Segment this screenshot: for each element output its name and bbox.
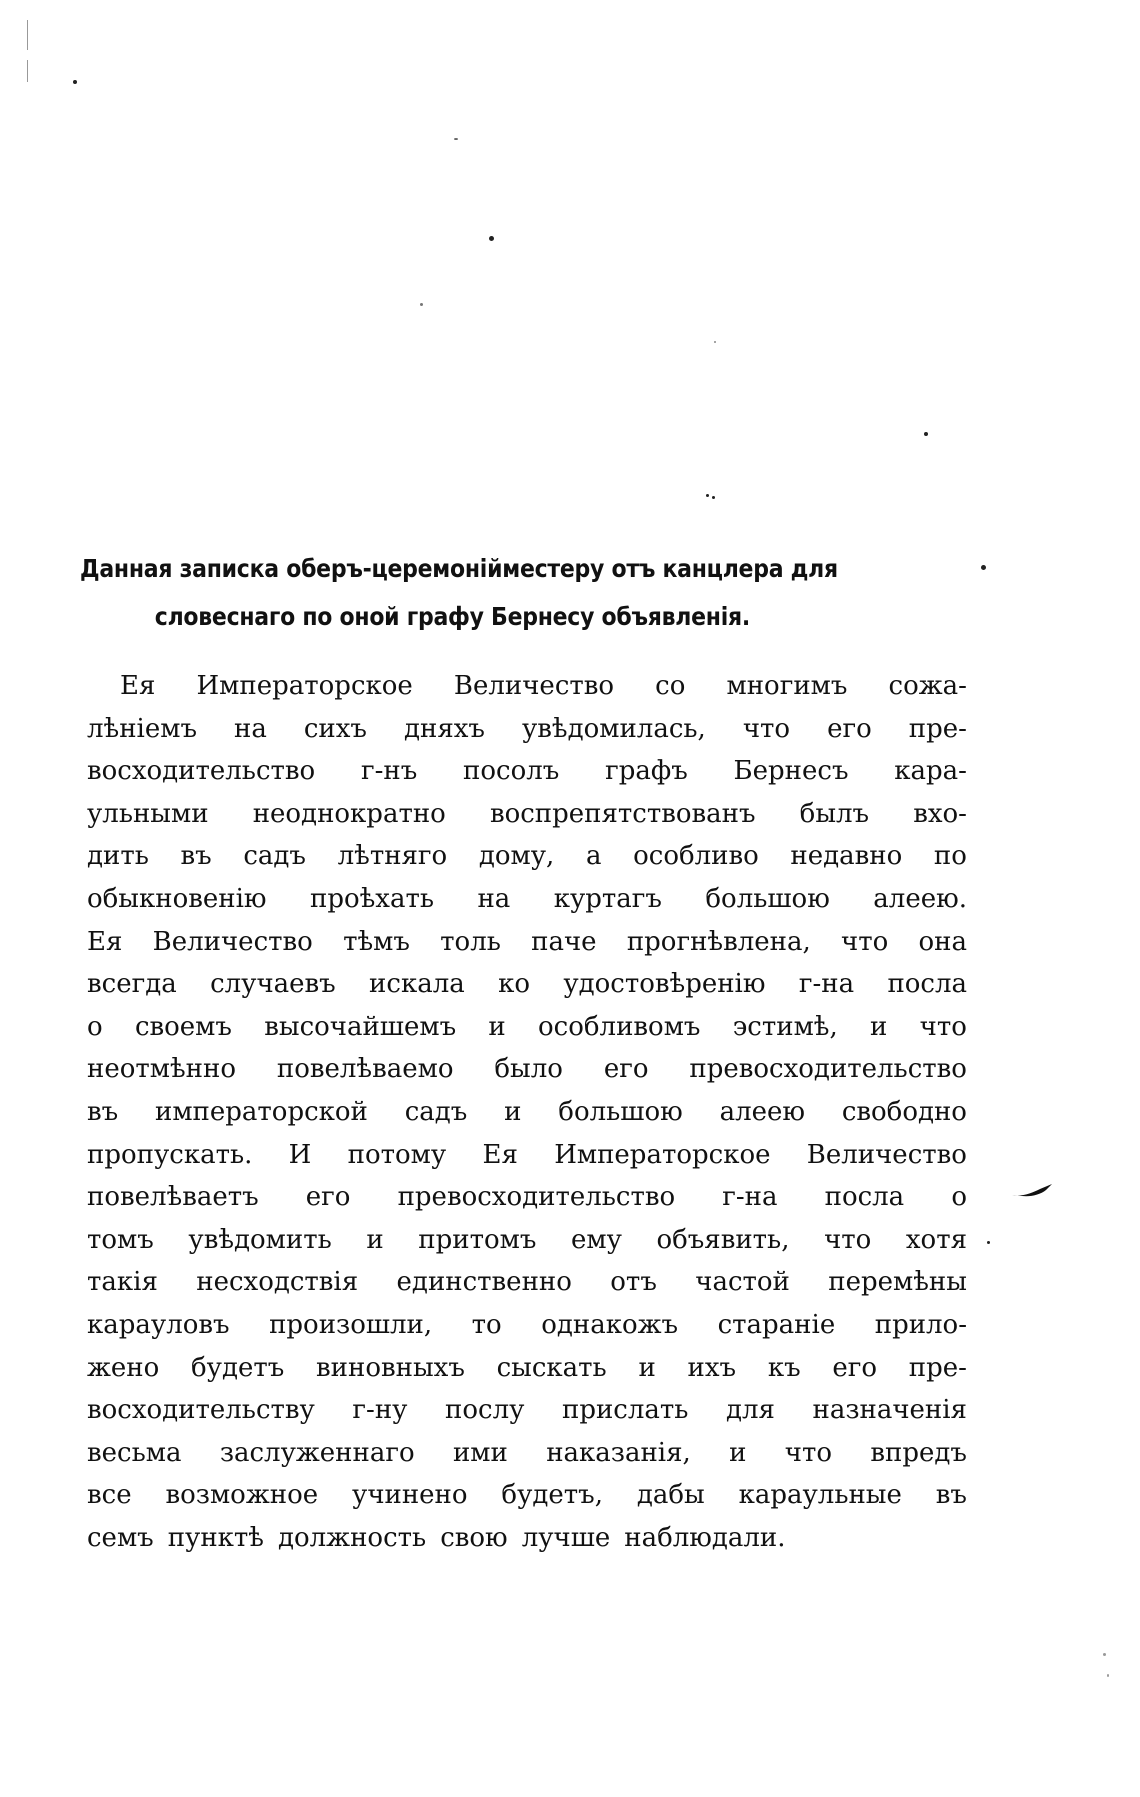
scan-speck <box>712 496 715 499</box>
body-word: восходительству <box>87 1395 315 1426</box>
body-word: для <box>725 1395 775 1426</box>
body-word: неотмѣнно <box>87 1054 236 1085</box>
body-line <box>87 1261 967 1304</box>
scan-edge-mark <box>27 20 28 50</box>
body-word: виновныхъ <box>316 1352 465 1383</box>
body-line <box>87 793 967 836</box>
body-word: наблюдали. <box>624 1522 786 1553</box>
body-word: Величество <box>152 926 313 957</box>
body-word: произошли, <box>269 1309 433 1340</box>
body-word: дняхъ <box>404 713 485 744</box>
body-line <box>87 835 967 878</box>
body-word: однакожъ <box>541 1309 679 1340</box>
body-word: искала <box>369 969 465 1000</box>
body-line <box>87 665 967 708</box>
body-word: садъ <box>404 1096 468 1127</box>
body-word: на <box>234 713 267 744</box>
body-line <box>87 921 967 964</box>
document-heading <box>80 545 872 641</box>
scan-speck <box>454 138 458 140</box>
body-word: и <box>366 1224 384 1255</box>
body-word: высочайшемъ <box>264 1011 457 1042</box>
body-word: карауловъ <box>87 1309 230 1340</box>
body-word: на <box>477 883 511 914</box>
body-word: алеею <box>719 1096 805 1127</box>
body-line <box>87 708 967 751</box>
body-word: алеею. <box>873 883 967 914</box>
body-word: многимъ <box>726 671 848 701</box>
body-word: особливо <box>633 841 759 872</box>
body-word: эстимѣ, <box>732 1011 838 1042</box>
body-word: г-на <box>798 969 855 1000</box>
body-word: превосходительство <box>397 1182 676 1213</box>
body-word: и <box>729 1437 747 1468</box>
body-word: со <box>655 671 686 701</box>
body-word: и <box>488 1011 506 1042</box>
body-word: большою <box>705 883 830 914</box>
body-word: дому, <box>478 841 555 872</box>
body-line <box>87 1432 967 1475</box>
body-word: сихъ <box>303 713 367 744</box>
body-word: стараніе <box>717 1309 836 1340</box>
body-word: Ея <box>482 1139 518 1170</box>
body-word: пре- <box>908 713 967 744</box>
body-word: и <box>504 1096 522 1127</box>
body-word: пропускать. <box>87 1139 253 1170</box>
body-word: г-на <box>722 1182 778 1213</box>
body-word: императорской <box>155 1096 368 1127</box>
body-word: воспрепятствованъ <box>489 798 756 829</box>
body-word: И <box>288 1139 312 1170</box>
body-word: весьма <box>87 1437 182 1468</box>
body-line <box>87 878 967 921</box>
body-word: восходительство <box>87 756 316 787</box>
body-word: неоднократно <box>252 798 446 829</box>
body-word: о <box>951 1182 967 1213</box>
body-word: частой <box>695 1267 790 1298</box>
body-word: перемѣны <box>828 1267 967 1298</box>
body-word: толь <box>440 926 501 957</box>
body-word: свободно <box>841 1096 967 1127</box>
body-word: притомъ <box>418 1224 537 1255</box>
body-word: большою <box>558 1096 683 1127</box>
heading-line-2: словеснаго по оной графу Бернесу объявленія. <box>154 602 750 631</box>
body-word: увѣдомить <box>188 1224 332 1255</box>
body-word: г-ну <box>352 1395 408 1426</box>
body-word: графъ <box>605 756 688 787</box>
body-word: садъ <box>243 841 306 872</box>
body-word: вхо- <box>913 798 967 829</box>
body-word: прислать <box>561 1395 689 1426</box>
body-word: возможное <box>165 1480 319 1511</box>
body-word: что <box>784 1437 833 1468</box>
document-body <box>87 665 967 1559</box>
body-word: будетъ, <box>501 1480 603 1511</box>
body-line <box>87 1091 967 1134</box>
body-word: все <box>87 1480 132 1511</box>
heading-line-1: Данная записка оберъ-церемонійместеру отъ канцлера для <box>80 554 838 583</box>
body-word: учинено <box>352 1480 468 1511</box>
body-word: что <box>742 713 791 744</box>
body-word: куртагъ <box>553 883 662 914</box>
scan-speck <box>489 236 494 241</box>
body-word: паче <box>531 926 597 957</box>
body-word: недавно <box>790 841 903 872</box>
body-word: кара- <box>894 756 967 787</box>
body-word: сожа- <box>888 671 967 701</box>
body-word: своемъ <box>134 1011 232 1042</box>
body-word: повелѣваемо <box>276 1054 454 1085</box>
body-word: должность <box>278 1522 427 1553</box>
body-word: ему <box>570 1224 622 1255</box>
body-line <box>87 1048 967 1091</box>
body-word: былъ <box>799 798 870 829</box>
body-line <box>87 963 967 1006</box>
body-word: объявить, <box>656 1224 790 1255</box>
body-word: томъ <box>87 1224 154 1255</box>
body-word: лѣніемъ <box>87 713 197 744</box>
body-word: обыкновенію <box>87 883 267 914</box>
body-word: такія <box>87 1267 158 1298</box>
body-word: повелѣваетъ <box>87 1182 259 1213</box>
scan-speck <box>1103 1653 1106 1656</box>
body-word: Императорское <box>554 1139 771 1170</box>
body-word: она <box>918 926 967 957</box>
body-word: и <box>638 1352 656 1383</box>
body-word: то <box>471 1309 502 1340</box>
body-word: семъ <box>87 1522 154 1553</box>
body-word: всегда <box>87 969 177 1000</box>
body-word: впредъ <box>870 1437 967 1468</box>
body-word: будетъ <box>191 1352 285 1383</box>
body-word: тѣмъ <box>343 926 410 957</box>
body-word: и <box>870 1011 888 1042</box>
body-line <box>87 1304 967 1347</box>
body-word: дить <box>87 841 149 872</box>
scan-speck <box>987 1241 990 1244</box>
body-word: свою <box>440 1522 508 1553</box>
body-word: его <box>603 1054 649 1085</box>
body-word: въ <box>935 1480 967 1511</box>
body-word: несходствія <box>196 1267 359 1298</box>
body-word: сыскать <box>496 1352 607 1383</box>
body-word: случаевъ <box>210 969 336 1000</box>
body-word: превосходительство <box>689 1054 967 1085</box>
body-word: лучше <box>521 1522 611 1553</box>
body-word: что <box>824 1224 872 1255</box>
body-word: прило- <box>874 1309 967 1340</box>
body-word: Ея <box>120 671 156 701</box>
body-word: къ <box>767 1352 801 1383</box>
body-word: назначенія <box>812 1395 967 1426</box>
body-word: дабы <box>636 1480 705 1511</box>
body-word: караульные <box>738 1480 902 1511</box>
scan-speck <box>981 565 986 570</box>
body-word: жено <box>87 1352 160 1383</box>
body-line <box>87 1389 967 1432</box>
body-word: посла <box>887 969 967 1000</box>
body-word: особливомъ <box>538 1011 701 1042</box>
body-word: г-нъ <box>360 756 418 787</box>
body-line <box>87 750 967 793</box>
scan-speck <box>924 432 928 436</box>
body-word: въ <box>87 1096 119 1127</box>
body-word: заслуженнаго <box>219 1437 415 1468</box>
body-word: Ея <box>87 926 123 957</box>
scan-speck <box>1107 1674 1109 1677</box>
scan-speck <box>706 494 709 497</box>
body-word: пунктѣ <box>167 1522 264 1553</box>
body-line <box>87 1474 967 1517</box>
body-word: по <box>933 841 967 872</box>
body-word: проѣхать <box>309 883 434 914</box>
body-word: единственно <box>396 1267 572 1298</box>
body-word: что <box>919 1011 967 1042</box>
scan-speck <box>420 303 423 306</box>
body-line <box>87 1219 967 1262</box>
body-word: Величество <box>453 671 615 701</box>
body-word: увѣдомилась, <box>521 713 706 744</box>
body-word: ихъ <box>687 1352 737 1383</box>
scan-edge-mark <box>27 60 28 82</box>
body-word: пре- <box>908 1352 967 1383</box>
body-line <box>87 1006 967 1049</box>
body-line <box>87 1347 967 1390</box>
body-word: Бернесъ <box>733 756 849 787</box>
body-word: хотя <box>905 1224 967 1255</box>
body-word: его <box>827 713 872 744</box>
body-word: а <box>585 841 602 872</box>
body-word: наказанія, <box>546 1437 691 1468</box>
body-word: послу <box>445 1395 525 1426</box>
pen-stroke-mark <box>1010 1183 1054 1199</box>
body-word: ульными <box>87 798 209 829</box>
body-word: удостовѣренію <box>563 969 766 1000</box>
body-word: Императорское <box>196 671 413 701</box>
scan-speck <box>714 341 716 343</box>
body-word: прогнѣвлена, <box>626 926 811 957</box>
body-word: посла <box>824 1182 905 1213</box>
body-word: отъ <box>610 1267 657 1298</box>
body-word: его <box>832 1352 878 1383</box>
body-word: лѣтняго <box>337 841 448 872</box>
body-word: посолъ <box>463 756 560 787</box>
body-word: было <box>494 1054 563 1085</box>
body-line <box>87 1176 967 1219</box>
body-word: потому <box>347 1139 447 1170</box>
scan-speck <box>73 80 77 84</box>
body-word: о <box>87 1011 103 1042</box>
body-line <box>87 1517 967 1560</box>
body-word: въ <box>180 841 212 872</box>
body-line <box>87 1134 967 1177</box>
body-word: его <box>305 1182 351 1213</box>
body-word: что <box>841 926 889 957</box>
body-word: ко <box>498 969 530 1000</box>
body-word: ими <box>452 1437 508 1468</box>
body-word: Величество <box>806 1139 967 1170</box>
